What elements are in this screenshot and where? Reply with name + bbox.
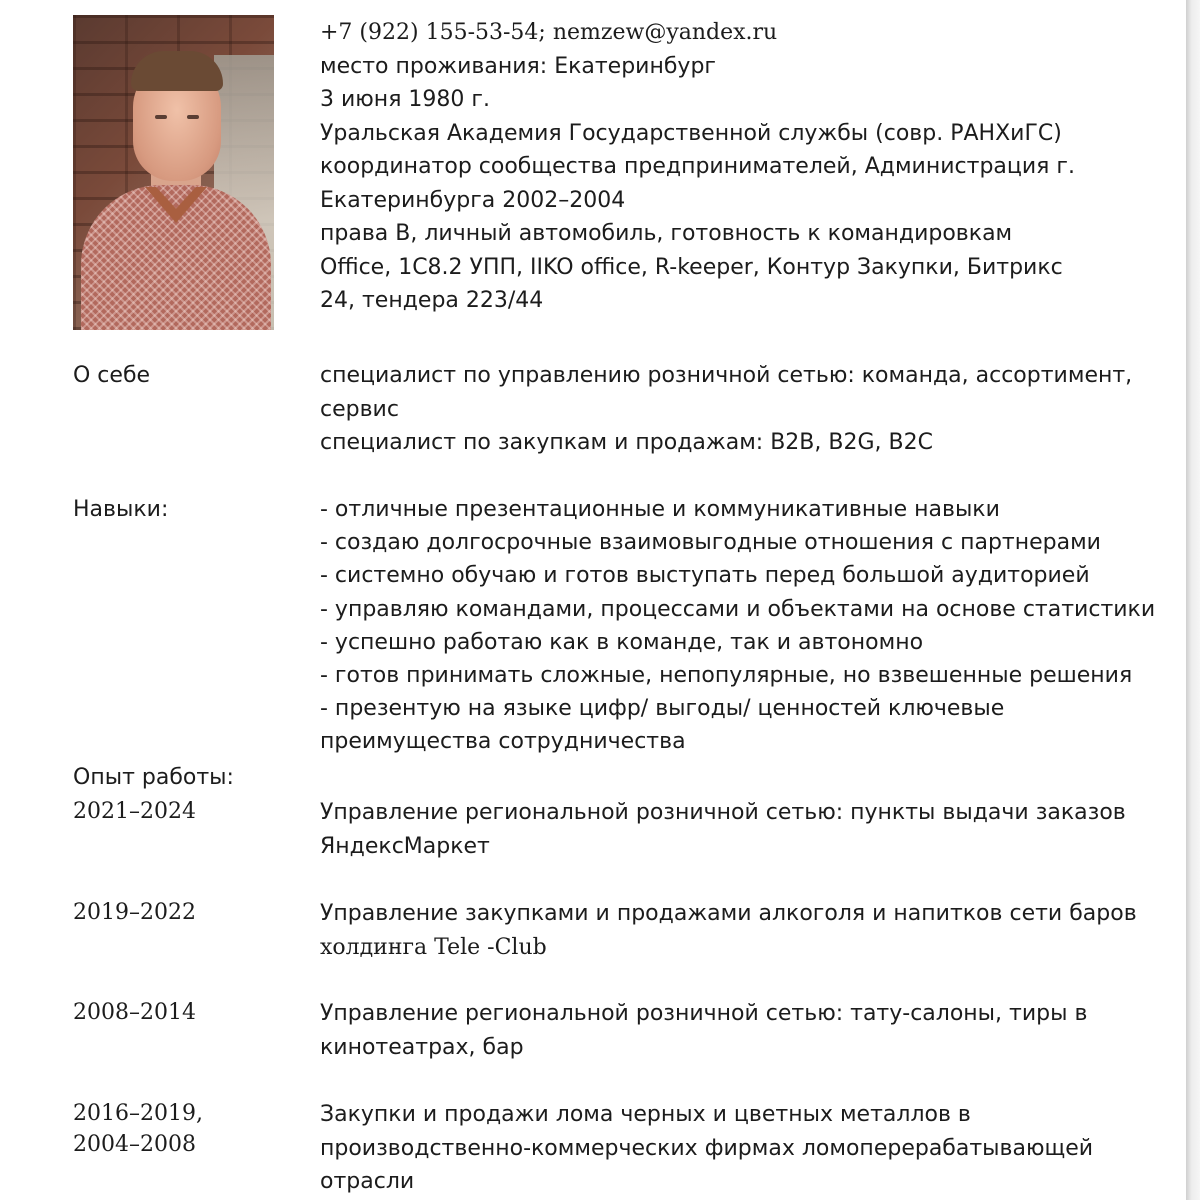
experience-entry — [320, 997, 1170, 1064]
position-line-2: Екатеринбурга 2002–2004 — [320, 187, 626, 213]
contact-line: +7 (922) 155-53-54; nemzew@yandex.ru — [320, 20, 778, 45]
experience-description-line: Управление региональной розничной сетью: тату-салоны, тиры в — [320, 1001, 1088, 1026]
experience-description-line: ЯндексМаркет — [320, 833, 490, 859]
software-line-2: 24, тендера 223/44 — [320, 288, 544, 313]
photo-eye-left — [155, 115, 167, 119]
skill-item: - управляю командами, процессами и объектами на основе статистики — [320, 596, 1156, 622]
profile-photo — [73, 15, 274, 330]
position-line-1: координатор сообщества предпринимателей, Администрация г. — [320, 154, 1075, 179]
skills-list — [320, 493, 1170, 759]
personal-details — [320, 16, 1170, 318]
about-line-2: сервис — [320, 396, 399, 422]
software-line-1: Office, 1С8.2 УПП, IIKO office, R-keeper, Контур Закупки, Битрикс — [320, 254, 1063, 280]
skill-item: - презентую на языке цифр/ выгоды/ ценностей ключевые — [320, 696, 1005, 722]
experience-description-line: отрасли — [320, 1169, 415, 1194]
experience-description-line: производственно-коммерческих фирмах ломоперерабатывающей — [320, 1135, 1094, 1161]
experience-years — [73, 1098, 203, 1160]
skill-item: - готов принимать сложные, непопулярные, но взвешенные решения — [320, 663, 1133, 689]
about-label: О себе — [73, 363, 151, 388]
experience-description-line: Закупки и продажи лома черных и цветных металлов в — [320, 1102, 971, 1127]
skill-item: - создаю долгосрочные взаимовыгодные отношения с партнерами — [320, 530, 1101, 556]
experience-years: 2008–2014 — [73, 1000, 196, 1025]
license-line: права В, личный автомобиль, готовность к командировкам — [320, 221, 1013, 246]
experience-description-line: холдинга Tele -Club — [320, 934, 547, 960]
skill-item: преимущества сотрудничества — [320, 729, 686, 755]
experience-description-line: кинотеатрах, бар — [320, 1034, 524, 1060]
photo-shirt — [81, 185, 271, 330]
photo-hair — [131, 51, 223, 91]
skill-item: - успешно работаю как в команде, так и автономно — [320, 629, 924, 655]
experience-entry — [320, 796, 1170, 863]
birth-date-line: 3 июня 1980 г. — [320, 87, 490, 112]
experience-years: 2021–2024 — [73, 799, 196, 824]
experience-description-line: Управление закупками и продажами алкоголя и напитков сети баров — [320, 901, 1137, 926]
experience-entry — [320, 897, 1170, 964]
about-section — [320, 359, 1170, 460]
education-line: Уральская Академия Государственной службы (совр. РАНХиГС) — [320, 120, 1062, 146]
experience-years-line: 2016–2019, — [73, 1101, 203, 1126]
skills-label: Навыки: — [73, 497, 169, 522]
about-line-3: специалист по закупкам и продажам: В2В, В2G, В2С — [320, 430, 933, 455]
experience-label: Опыт работы: — [73, 765, 234, 790]
photo-eye-right — [187, 115, 199, 119]
residence-line: место проживания: Екатеринбург — [320, 53, 716, 79]
experience-years-line: 2004–2008 — [73, 1132, 196, 1157]
page-edge-shadow — [1186, 0, 1200, 1200]
experience-description-line: Управление региональной розничной сетью: пункты выдачи заказов — [320, 800, 1126, 825]
skill-item: - отличные презентационные и коммуникативные навыки — [320, 497, 1000, 522]
experience-years: 2019–2022 — [73, 900, 196, 925]
skill-item: - системно обучаю и готов выступать перед большой аудиторией — [320, 563, 1090, 589]
about-line-1: специалист по управлению розничной сетью: команда, ассортимент, — [320, 363, 1133, 388]
experience-entry — [320, 1098, 1170, 1199]
